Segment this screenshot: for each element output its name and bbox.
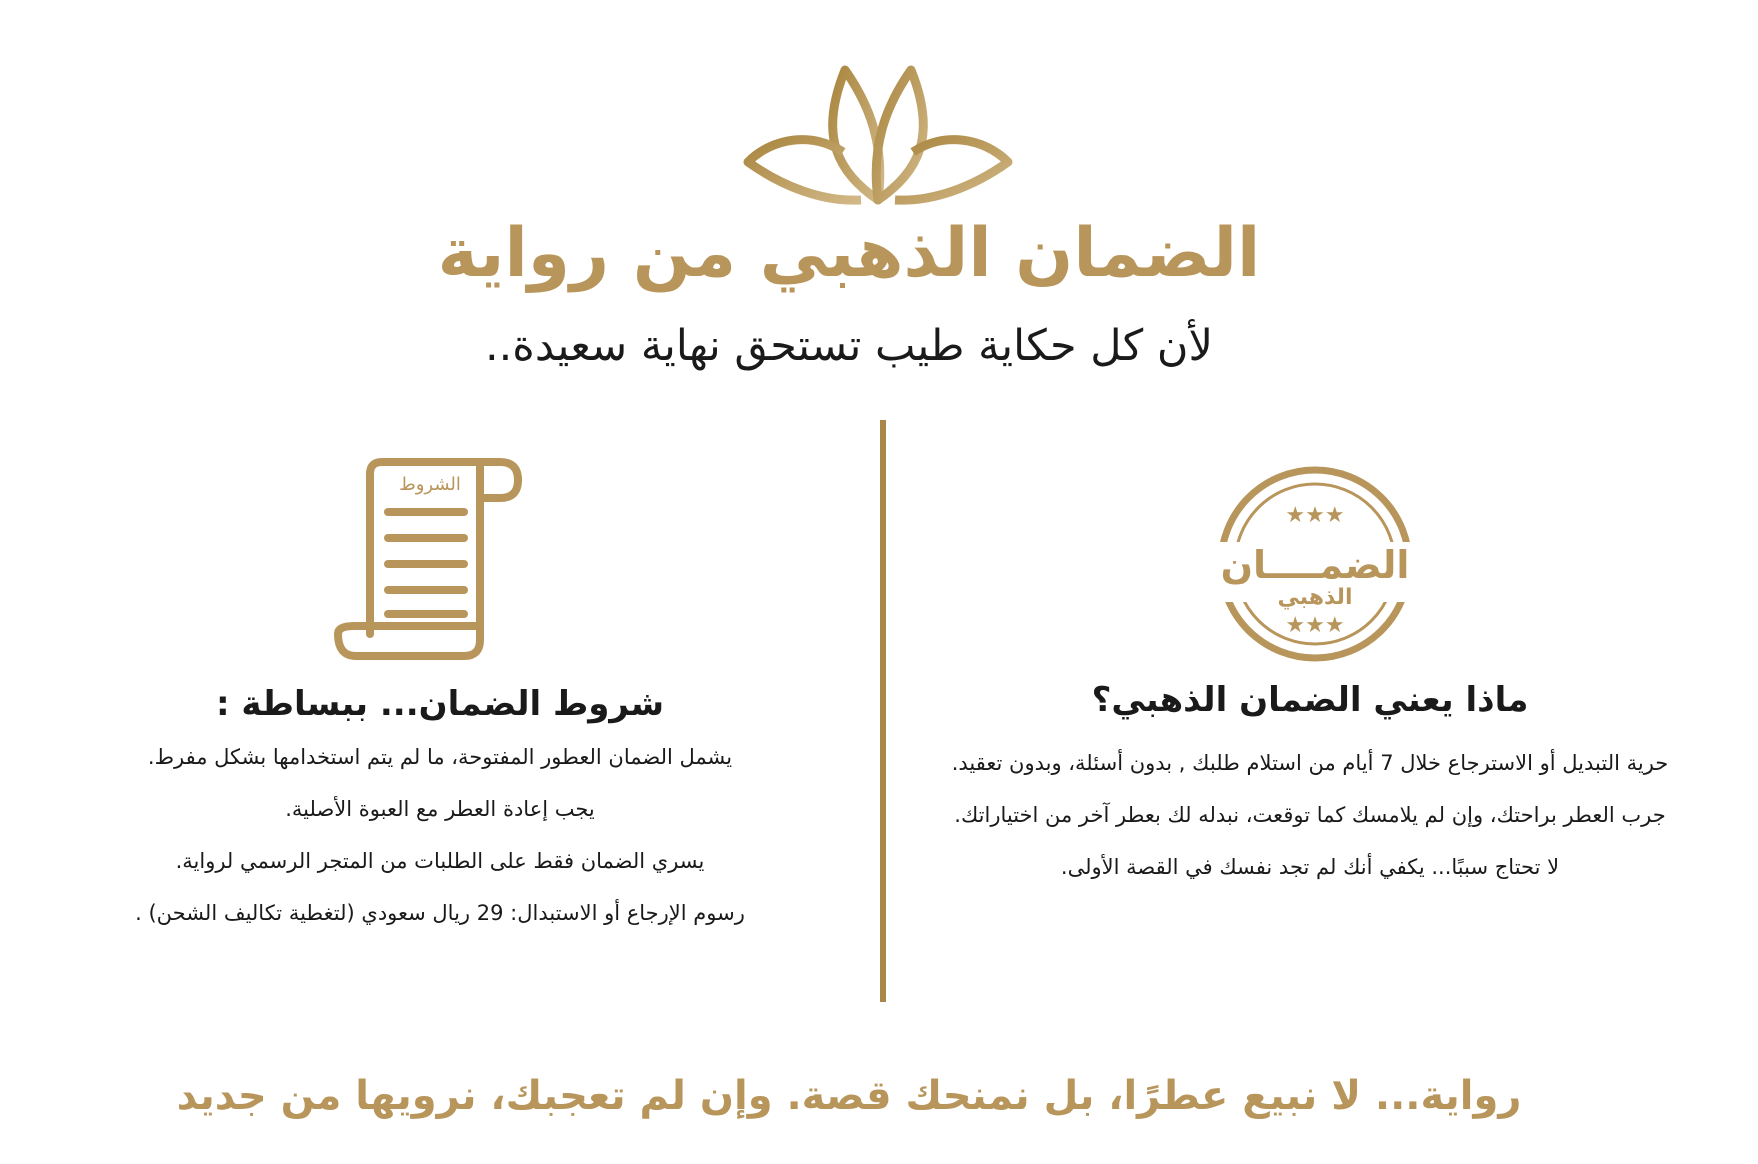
meaning-heading: ماذا يعني الضمان الذهبي؟ [1091,680,1529,720]
terms-point: يشمل الضمان العطور المفتوحة، ما لم يتم استخدامها بشكل مفرط. [147,745,733,769]
lotus-logo-icon [743,62,1013,212]
gold-stamp-icon [1210,464,1420,664]
meaning-point: جرب العطر براحتك، وإن لم يلامسك كما توقعت، نبدله لك بعطر آخر من اختياراتك. [954,803,1666,827]
terms-points [90,744,790,952]
terms-point: يجب إعادة العطر مع العبوة الأصلية. [285,797,595,821]
page-title: الضمان الذهبي من رواية [437,214,1261,293]
meaning-points [930,750,1690,906]
meaning-point: حرية التبديل أو الاسترجاع خلال 7 أيام من استلام طلبك , بدون أسئلة، وبدون تعقيد. [951,751,1669,775]
scroll-label: الشروط [399,474,461,495]
column-divider [880,420,886,1002]
scroll-icon [330,456,530,662]
page-subtitle: لأن كل حكاية طيب تستحق نهاية سعيدة.. [484,321,1214,371]
terms-point: رسوم الإرجاع أو الاستبدال: 29 ريال سعودي (لتغطية تكاليف الشحن) . [135,901,745,925]
stamp-sub-text: الذهبي [1277,585,1353,610]
svg-text:★★★: ★★★ [1285,613,1345,638]
meaning-point: لا تحتاج سببًا... يكفي أنك لم تجد نفسك في القصة الأولى. [1060,855,1560,879]
svg-text:★★★: ★★★ [1285,503,1345,528]
terms-point: يسري الضمان فقط على الطلبات من المتجر الرسمي لرواية. [175,849,705,873]
terms-heading: شروط الضمان... ببساطة : [215,684,665,724]
footer-tagline: رواية... لا نبيع عطرًا، بل نمنحك قصة. وإن لم تعجبك، نرويها من جديد [176,1073,1522,1119]
stamp-main-text: الضمــــان [1220,543,1410,587]
